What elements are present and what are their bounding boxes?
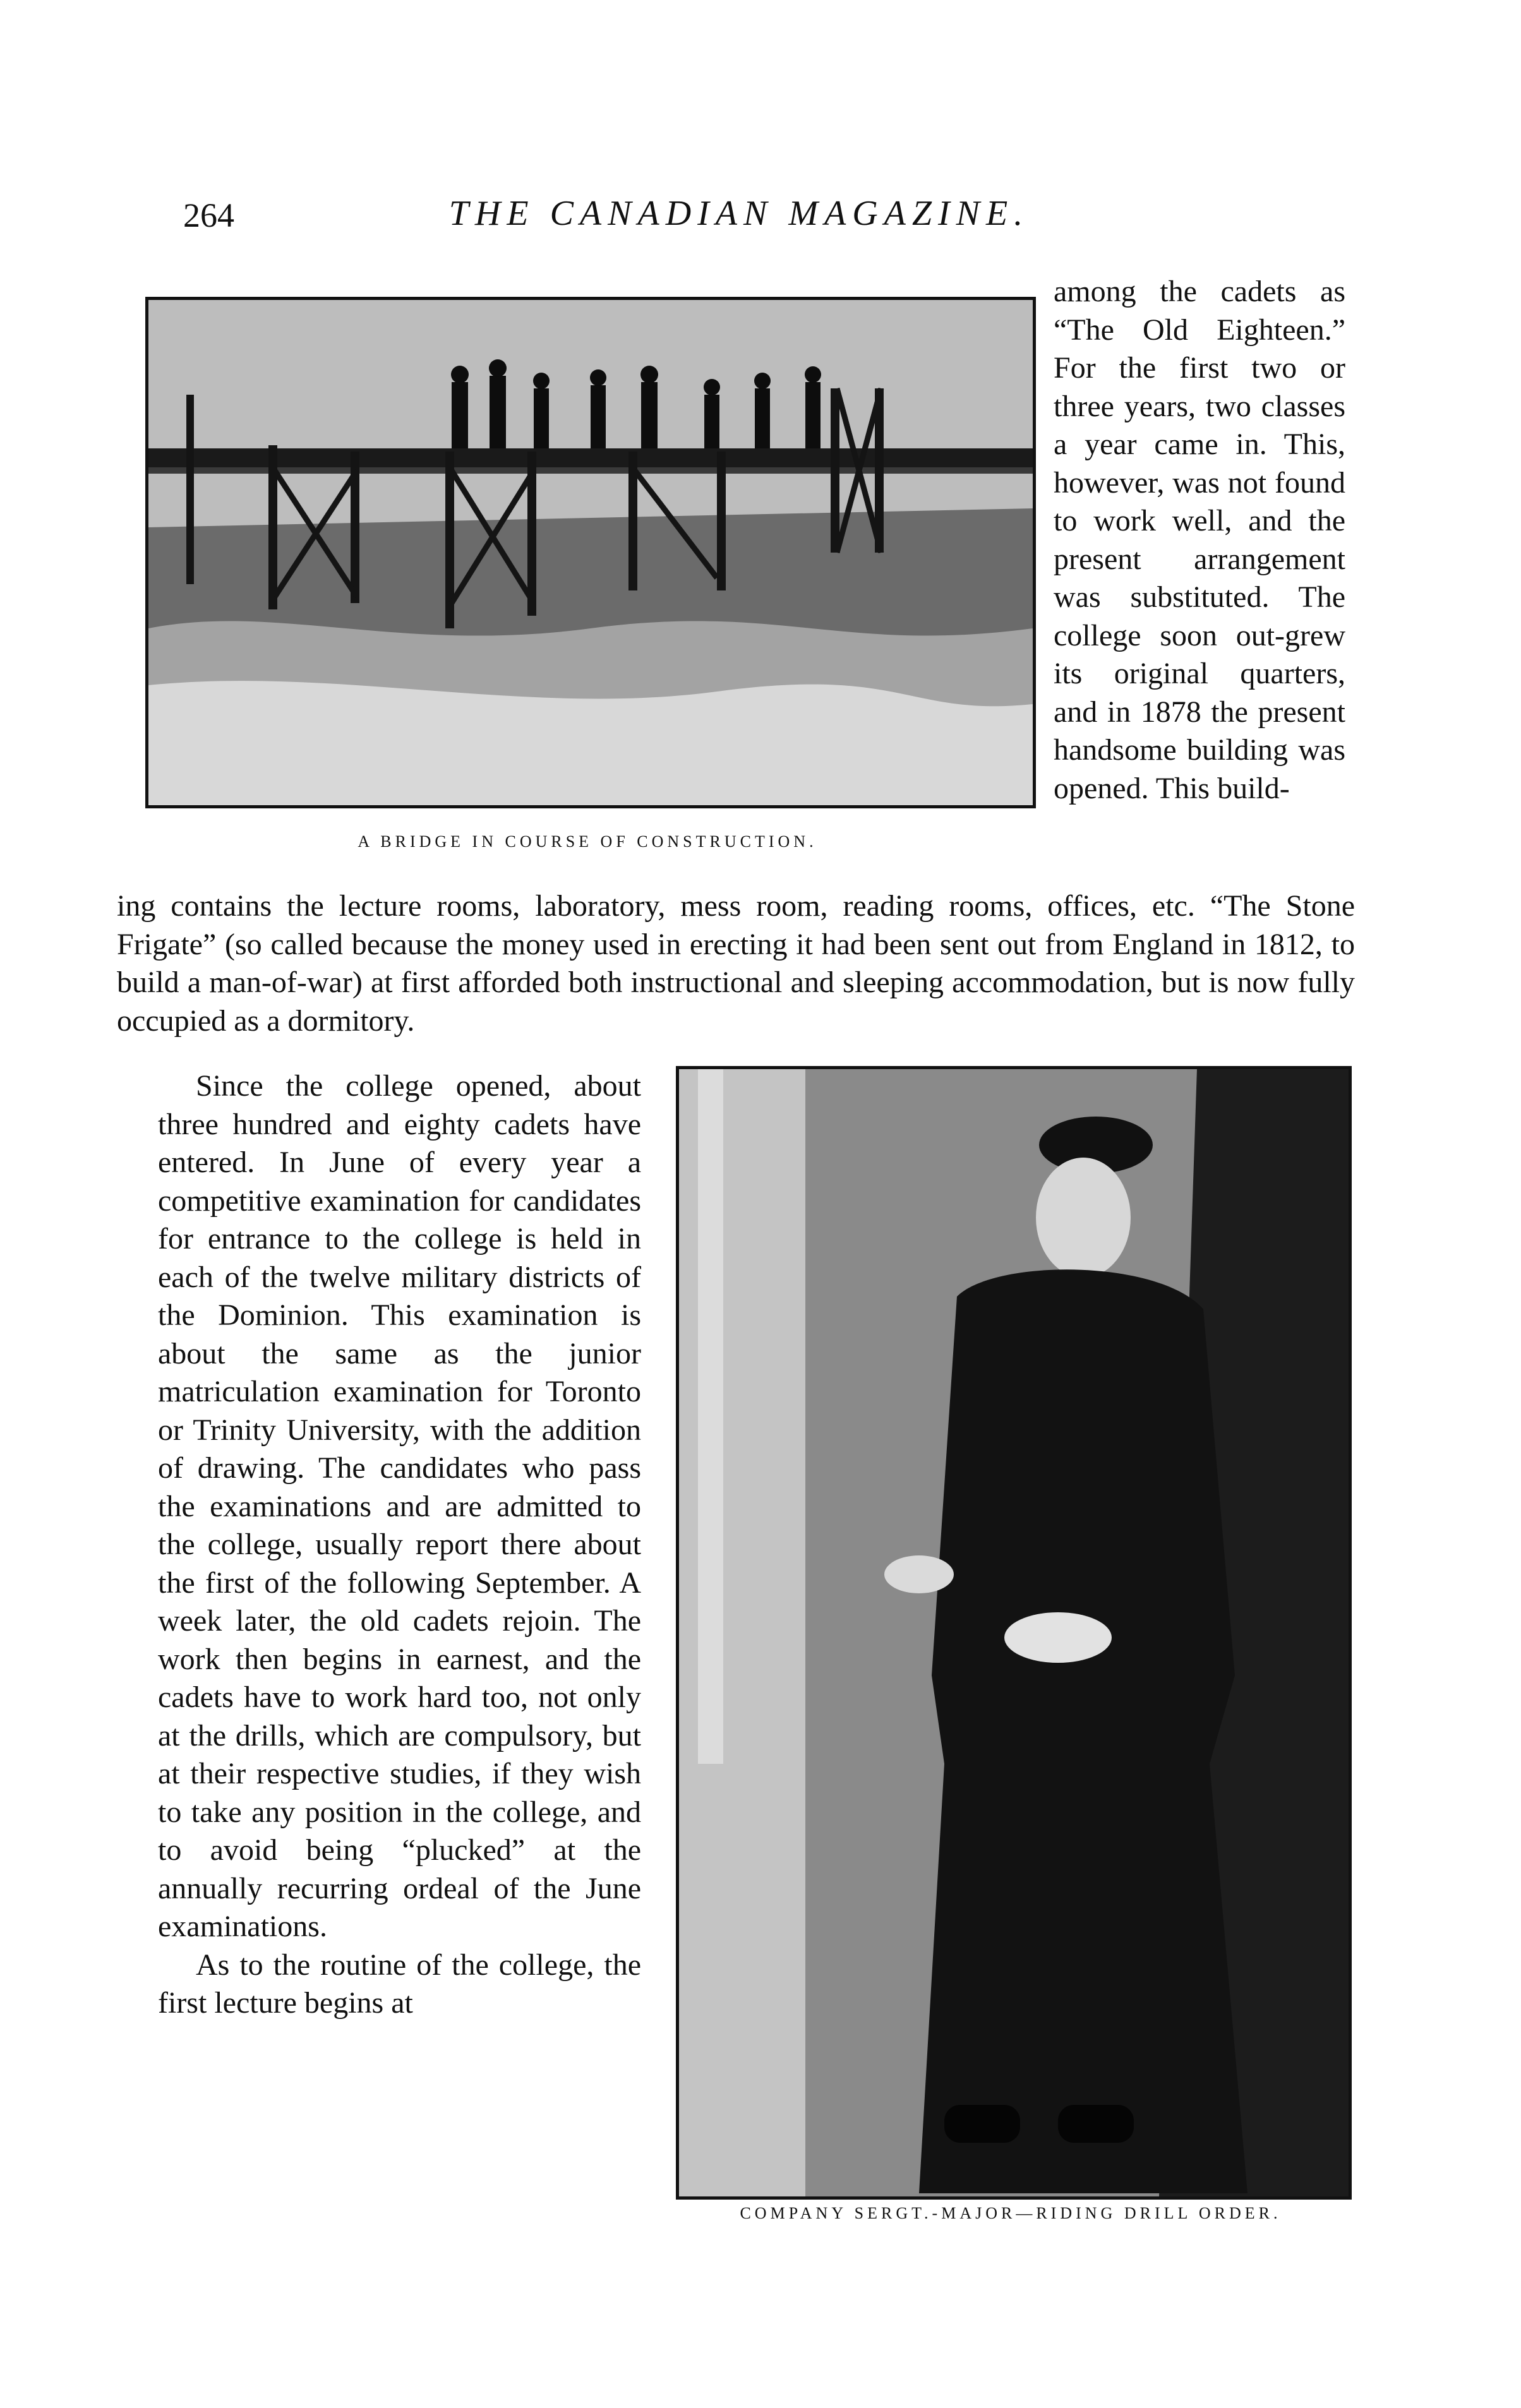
bridge-photo [145, 297, 1036, 808]
full-width-paragraph: ing contains the lecture rooms, laboratory, mess room, reading rooms, offices, etc. “The Stone Frigate” (so called because the money used in erecting it had been sent out from England in 1812, to build a man-of-war) at first afforded both instructional and sleeping accommodation, but is now fully occupied as a dormitory. [117, 889, 1355, 1038]
right-column-text [1054, 273, 1345, 808]
portrait-caption: COMPANY SERGT.-MAJOR—RIDING DRILL ORDER. [740, 2204, 1282, 2222]
full-width-text [117, 887, 1355, 1040]
bridge-caption: A BRIDGE IN COURSE OF CONSTRUCTION. [358, 832, 817, 851]
left-column-text [158, 1067, 641, 2023]
left-column-paragraph-1: Since the college opened, about three hundred and eighty cadets have entered. In June of every year a competitive examination for candidates for entrance to the college is held in each of the twelve military districts of the Dominion. This examination is about the same as the junior matriculation examination for Toronto or Trinity University, with the addition of drawing. The candidates who pass the examinations and are admitted to the college, usually report there about the first of the following September. A week later, the old cadets rejoin. The work then begins in earnest, and the cadets have to work hard too, not only at the drills, which are compulsory, but at their respective studies, if they wish to take any position in the college, and to avoid being “plucked” at the annually recurring ordeal of the June examinations. [158, 1069, 641, 1943]
running-head: THE CANADIAN MAGAZINE. [448, 194, 1030, 233]
portrait-photo [676, 1066, 1352, 2200]
page-number: 264 [183, 196, 234, 234]
portrait-illustration [679, 1069, 1349, 2196]
right-column-paragraph: among the cadets as “The Old Eighteen.” For the first two or three years, two classes a year came in. This, however, was not found to work well, and the present arrangement was substituted. The college soon out-grew its original quarters, and in 1878 the present handsome building was opened. This build- [1054, 275, 1345, 805]
left-column-paragraph-2: As to the routine of the college, the first lecture begins at [158, 1948, 641, 2020]
bridge-photo-illustration [148, 300, 1033, 805]
